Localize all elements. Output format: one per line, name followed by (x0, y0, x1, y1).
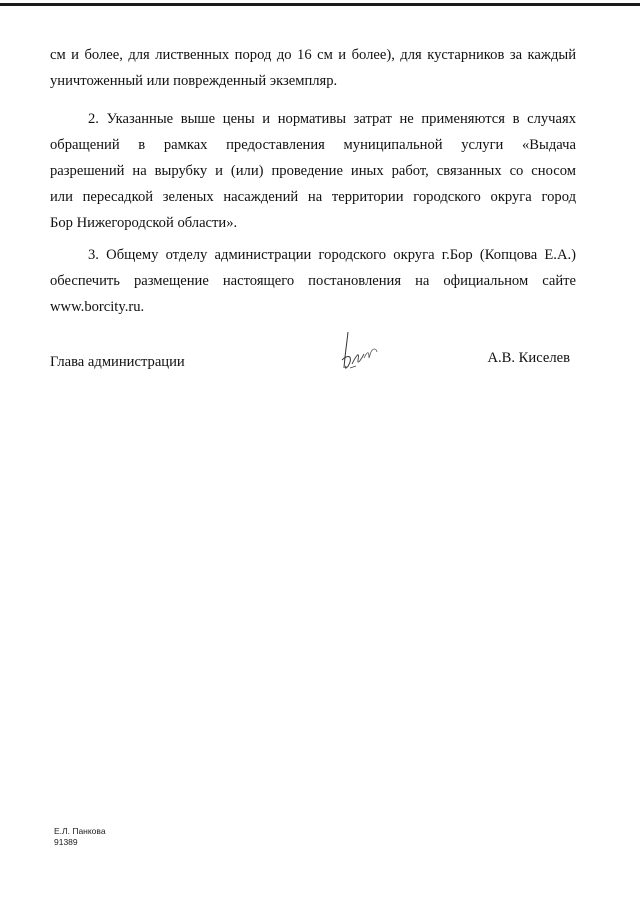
signature-block (50, 350, 570, 380)
paragraph-3-line-2: обеспечить размещение настоящего постановления на официальном сайте (50, 273, 576, 289)
paragraph-1 (50, 42, 576, 94)
handwritten-signature (336, 328, 386, 378)
executor-phone: 91389 (54, 837, 78, 847)
paragraph-2-line-4: или пересадкой зеленых насаждений на территории городского округа город (50, 189, 576, 205)
paragraph-1-line-2: уничтоженный или поврежденный экземпляр. (50, 73, 338, 89)
executor-footer (54, 826, 106, 848)
paragraph-1-line-1: см и более, для лиственных пород до 16 см и более), для кустарников за каждый (50, 47, 576, 63)
signatory-name: А.В. Киселев (487, 350, 570, 366)
paragraph-3-line-1: 3. Общему отделу администрации городского округа г.Бор (Копцова Е.А.) (88, 247, 576, 263)
document-body (50, 42, 576, 320)
paragraph-2-line-2: обращений в рамках предоставления муниципальной услуги «Выдача (50, 137, 576, 153)
executor-name: Е.Л. Панкова (54, 826, 106, 836)
paragraph-2-line-3: разрешений на вырубку и (или) проведение иных работ, связанных со сносом (50, 163, 576, 179)
top-border-line (0, 3, 640, 6)
paragraph-2 (50, 106, 576, 236)
paragraph-3-line-3: www.borcity.ru. (50, 299, 145, 315)
signatory-title: Глава администрации (50, 354, 185, 370)
paragraph-2-line-5: Бор Нижегородской области». (50, 215, 238, 231)
paragraph-2-line-1: 2. Указанные выше цены и нормативы затрат не применяются в случаях (88, 111, 576, 127)
paragraph-3 (50, 242, 576, 320)
